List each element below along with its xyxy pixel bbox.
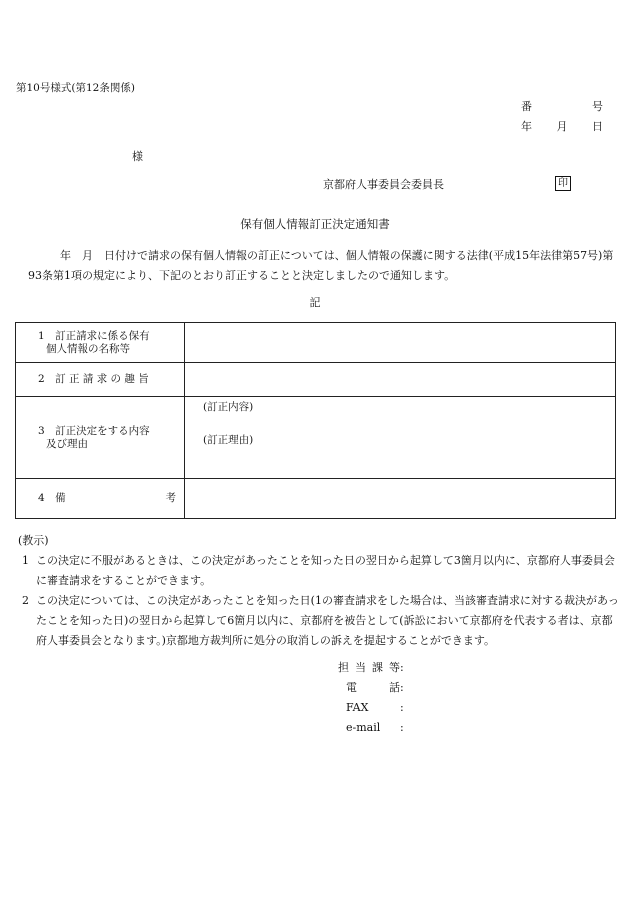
row3-content-label: (訂正内容) xyxy=(203,401,254,413)
notes-section xyxy=(18,531,622,651)
contact-phone-row xyxy=(338,678,408,698)
fax-label: FAX xyxy=(346,701,369,714)
addressee-suffix: 様 xyxy=(132,150,143,163)
dept-label: 担当課等 xyxy=(338,661,400,674)
contact-block xyxy=(338,658,408,738)
document-number-line xyxy=(521,100,603,113)
row1-label xyxy=(16,323,185,363)
date-month-label: 月 xyxy=(556,120,568,133)
decision-table xyxy=(15,322,616,519)
note-text: この決定については、この決定があったことを知った日(1の審査請求をした場合は、当該審査請求に対する裁決があったことを知った日)の翌日から起算して6箇月以内に、京都府を被告として(訴訟において京都府を代表する者は、京都府人事委員会となります。)京都地方裁判所に処分の取消しの訴えを提起することができます。 xyxy=(36,594,619,647)
row3-reason-label: (訂正理由) xyxy=(203,433,254,446)
colon: : xyxy=(400,721,404,734)
row4-label-end: 考 xyxy=(165,492,176,505)
email-label: e-mail xyxy=(346,721,381,734)
note-item-2 xyxy=(22,591,622,651)
row1-label-line1: 1 訂正請求に係る保有 xyxy=(38,329,150,342)
table-row xyxy=(16,323,616,363)
colon: : xyxy=(400,661,404,674)
document-title: 保有個人情報訂正決定通知書 xyxy=(240,217,390,231)
row4-label-num: 4 備 xyxy=(38,492,66,505)
contact-email-row xyxy=(338,718,408,738)
row2-label xyxy=(16,363,185,397)
ki-heading: 記 xyxy=(309,296,321,309)
phone-label: 電話 xyxy=(346,681,400,694)
row3-label-line2: 及び理由 xyxy=(46,437,88,450)
row4-content xyxy=(185,479,616,519)
table-row xyxy=(16,363,616,397)
row1-label-line2: 個人情報の名称等 xyxy=(46,342,130,355)
seal-mark: 印 xyxy=(555,176,571,191)
sender-name: 京都府人事委員会委員長 xyxy=(323,178,444,191)
colon: : xyxy=(400,701,404,714)
date-year-label: 年 xyxy=(521,120,532,133)
body-paragraph: 年 月 日付けで請求の保有個人情報の訂正については、個人情報の保護に関する法律(平成15年法律第57号)第93条第1項の規定により、下記のとおり訂正することと決定しましたので通知します。 xyxy=(28,249,614,282)
row3-content xyxy=(185,397,616,479)
row2-content xyxy=(185,363,616,397)
table-row xyxy=(16,479,616,519)
note-number: 2 xyxy=(22,594,29,607)
colon: : xyxy=(400,681,404,694)
note-text: この決定に不服があるときは、この決定があったことを知った日の翌日から起算して3箇月以内に、京都府人事委員会に審査請求をすることができます。 xyxy=(36,554,615,587)
row1-content xyxy=(185,323,616,363)
contact-dept-row xyxy=(338,658,408,678)
row3-label-line1: 3 訂正決定をする内容 xyxy=(38,424,150,437)
row3-label xyxy=(16,397,185,479)
number-label-ban: 番 xyxy=(521,100,532,113)
row2-label-text: 2 訂 正 請 求 の 趣 旨 xyxy=(38,373,149,386)
note-number: 1 xyxy=(22,554,29,567)
row4-label xyxy=(16,479,185,519)
table-row xyxy=(16,397,616,479)
form-number: 第10号様式(第12条関係) xyxy=(16,82,135,94)
number-label-go: 号 xyxy=(592,100,603,113)
contact-fax-row xyxy=(338,698,408,718)
date-day-label: 日 xyxy=(592,120,603,133)
date-line xyxy=(521,120,603,133)
notes-heading: (教示) xyxy=(18,534,49,547)
note-item-1 xyxy=(22,551,622,591)
